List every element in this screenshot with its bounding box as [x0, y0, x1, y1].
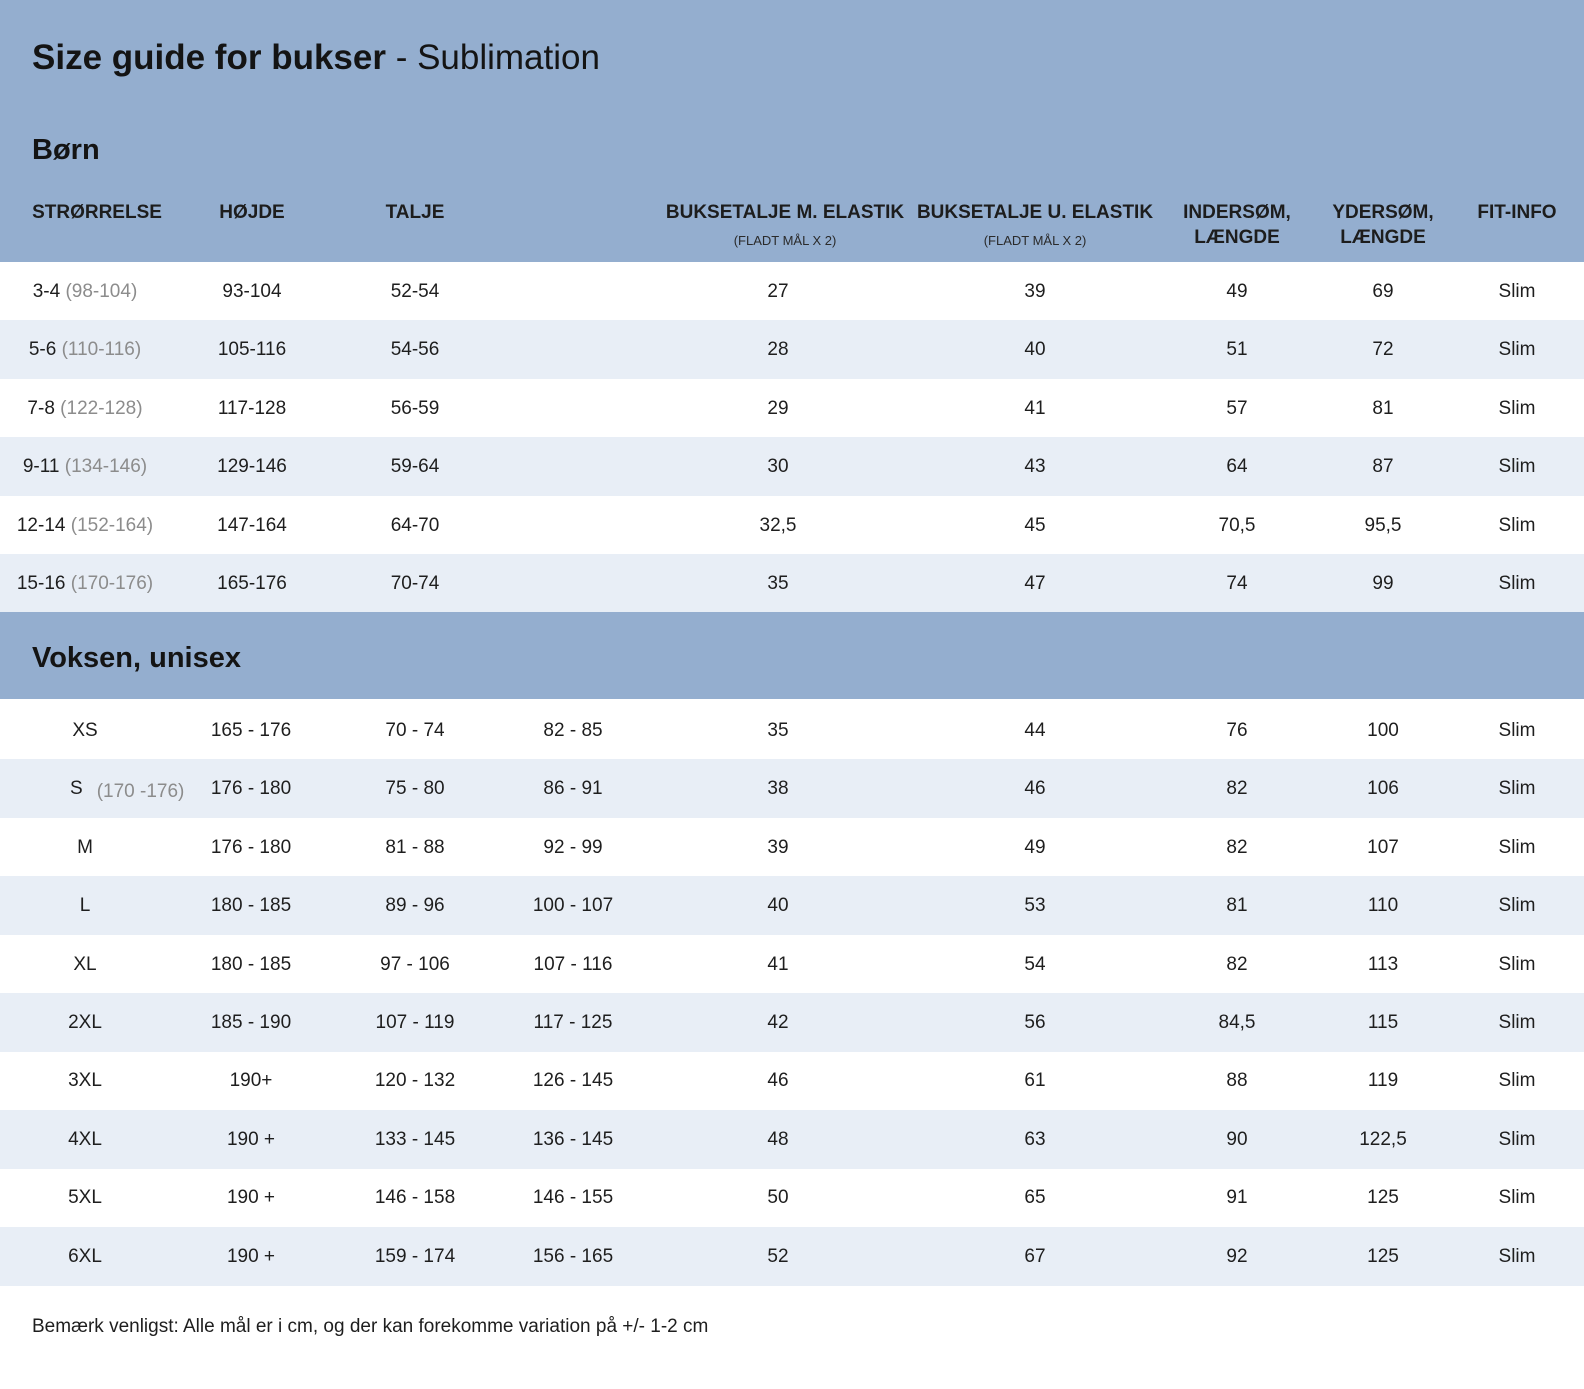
- waist-with-elastic-cell: 42: [767, 1012, 789, 1033]
- waist-cell: 159 - 174: [374, 1245, 456, 1267]
- height-cell: 93-104: [222, 281, 282, 302]
- waist-without-elastic-cell: 49: [1024, 836, 1046, 858]
- size-range: (110-116): [61, 339, 142, 361]
- table-row: [0, 993, 1584, 1052]
- waist-cell: 97 - 106: [380, 953, 450, 975]
- inseam-cell: 51: [1226, 339, 1248, 361]
- fit-cell: Slim: [1498, 836, 1536, 858]
- waist-cell: 56-59: [390, 397, 440, 419]
- fit-cell: Slim: [1498, 895, 1536, 917]
- table-row: [0, 1227, 1584, 1286]
- outseam-cell: 122,5: [1359, 1128, 1407, 1150]
- waist-cell: 59-64: [390, 456, 440, 478]
- outseam-cell: 110: [1367, 895, 1399, 917]
- waist-cell: 133 - 145: [374, 1128, 456, 1150]
- waist-without-elastic-cell: 56: [1024, 1012, 1046, 1033]
- height-cell: 190 +: [226, 1187, 276, 1209]
- waist-with-elastic-cell: 28: [767, 339, 789, 361]
- size-range: (122-128): [60, 397, 143, 419]
- waist-extra-cell: 136 - 145: [532, 1128, 614, 1150]
- waist-cell: 70 - 74: [385, 720, 445, 741]
- height-cell: 105-116: [217, 339, 287, 361]
- inseam-cell: 84,5: [1218, 1012, 1256, 1033]
- waist-cell: 107 - 119: [375, 1012, 455, 1033]
- inseam-cell: 57: [1226, 397, 1248, 419]
- size-label: S: [70, 778, 83, 800]
- waist-with-elastic-cell: 48: [767, 1128, 789, 1150]
- table-row: [0, 935, 1584, 994]
- outseam-cell: 100: [1367, 720, 1399, 741]
- size-cell: [0, 496, 170, 555]
- outseam-cell: 72: [1372, 339, 1394, 361]
- size-label: XS: [72, 720, 98, 741]
- table-row: [0, 437, 1584, 496]
- size-label: 5-6: [28, 339, 57, 361]
- fit-cell: Slim: [1498, 281, 1536, 302]
- table-row: [0, 1051, 1584, 1110]
- inseam-cell: 70,5: [1218, 514, 1256, 536]
- outseam-cell: 119: [1367, 1070, 1399, 1092]
- inseam-cell: 92: [1226, 1245, 1248, 1267]
- size-label: 12-14: [16, 514, 66, 536]
- column-header-inseam: INDERSØM, LÆNGDE: [1183, 202, 1291, 248]
- size-cell: [20, 1110, 150, 1169]
- waist-with-elastic-cell: 29: [767, 397, 789, 419]
- height-cell: 185 - 190: [210, 1012, 292, 1033]
- waist-extra-cell: 107 - 116: [533, 953, 613, 975]
- column-header-waist: TALJE: [385, 202, 445, 223]
- fit-cell: Slim: [1498, 1070, 1536, 1092]
- size-cell: [0, 262, 170, 321]
- section-title-children: Børn: [32, 134, 100, 166]
- column-header-waist-without-elastic: BUKSETALJE U. ELASTIK (FLADT MÅL X 2): [915, 200, 1155, 251]
- column-header-waist-with-elastic: BUKSETALJE M. ELASTIK (FLADT MÅL X 2): [652, 200, 918, 251]
- outseam-cell: 69: [1372, 281, 1394, 302]
- waist-extra-cell: 82 - 85: [543, 720, 603, 741]
- size-label: 15-16: [16, 573, 66, 594]
- waist-without-elastic-cell: 46: [1024, 778, 1046, 800]
- height-cell: 176 - 180: [210, 778, 292, 800]
- fit-cell: Slim: [1498, 1128, 1536, 1150]
- table-row: [0, 262, 1584, 321]
- height-cell: 190 +: [226, 1245, 276, 1267]
- size-cell: [20, 993, 150, 1052]
- column-header-outseam: YDERSØM, LÆNGDE: [1332, 202, 1434, 248]
- waist-without-elastic-cell: 65: [1024, 1187, 1046, 1209]
- waist-without-elastic-cell: 53: [1024, 895, 1046, 917]
- waist-cell: 70-74: [390, 573, 440, 594]
- inseam-cell: 82: [1226, 953, 1248, 975]
- column-header-note: (FLADT MÅL X 2): [983, 233, 1087, 248]
- outseam-cell: 113: [1367, 953, 1399, 975]
- outseam-cell: 95,5: [1364, 514, 1402, 536]
- size-cell: [0, 379, 170, 438]
- size-cell: [20, 1051, 150, 1110]
- waist-without-elastic-cell: 61: [1024, 1070, 1046, 1092]
- inseam-cell: 88: [1226, 1070, 1248, 1092]
- height-cell: 129-146: [217, 456, 287, 478]
- waist-cell: 89 - 96: [385, 895, 445, 917]
- column-header-size: STRØRRELSE: [32, 202, 162, 223]
- waist-extra-cell: 156 - 165: [532, 1245, 614, 1267]
- table-row: [0, 554, 1584, 613]
- waist-without-elastic-cell: 67: [1024, 1245, 1046, 1267]
- size-label: XL: [73, 953, 97, 975]
- height-cell: 180 - 185: [210, 895, 292, 917]
- waist-cell: 64-70: [390, 514, 440, 536]
- waist-without-elastic-cell: 40: [1024, 339, 1046, 361]
- table-row: [0, 320, 1584, 379]
- waist-without-elastic-cell: 44: [1024, 720, 1046, 741]
- size-range: (152-164): [70, 514, 154, 536]
- waist-with-elastic-cell: 30: [767, 456, 789, 478]
- size-label: 7-8: [27, 397, 55, 419]
- waist-without-elastic-cell: 47: [1024, 573, 1046, 594]
- size-cell: [20, 876, 150, 935]
- waist-cell: 120 - 132: [374, 1070, 456, 1092]
- inseam-cell: 64: [1226, 456, 1248, 478]
- inseam-cell: 90: [1226, 1128, 1248, 1150]
- height-cell: 165-176: [217, 573, 287, 594]
- size-cell: [0, 554, 170, 613]
- waist-cell: 54-56: [390, 339, 440, 361]
- size-cell: [20, 1227, 150, 1286]
- size-range: (170-176): [70, 573, 154, 594]
- waist-cell: 146 - 158: [374, 1187, 456, 1209]
- waist-without-elastic-cell: 45: [1024, 514, 1046, 536]
- waist-cell: 81 - 88: [385, 836, 445, 858]
- waist-extra-cell: 100 - 107: [532, 895, 614, 917]
- table-row: [0, 1168, 1584, 1227]
- fit-cell: Slim: [1498, 1245, 1536, 1267]
- outseam-cell: 125: [1367, 1245, 1399, 1267]
- section-title-adults: Voksen, unisex: [32, 642, 241, 674]
- waist-with-elastic-cell: 39: [767, 836, 789, 858]
- inseam-cell: 49: [1226, 281, 1248, 302]
- page-title: [32, 36, 600, 80]
- table-row: [0, 701, 1584, 760]
- size-cell: [20, 1168, 150, 1227]
- column-header-note: (FLADT MÅL X 2): [733, 233, 837, 248]
- waist-without-elastic-cell: 39: [1024, 281, 1046, 302]
- size-range: (98-104): [65, 281, 138, 302]
- waist-with-elastic-cell: 32,5: [759, 514, 797, 536]
- size-cell: [70, 759, 200, 818]
- height-cell: 180 - 185: [210, 953, 292, 975]
- waist-with-elastic-cell: 35: [767, 573, 789, 594]
- waist-extra-cell: 117 - 125: [533, 1012, 613, 1033]
- waist-cell: 75 - 80: [385, 778, 445, 800]
- fit-cell: Slim: [1498, 514, 1536, 536]
- waist-with-elastic-cell: 27: [767, 281, 789, 302]
- waist-extra-cell: 146 - 155: [532, 1187, 614, 1209]
- fit-cell: Slim: [1498, 778, 1536, 800]
- outseam-cell: 106: [1367, 778, 1399, 800]
- fit-cell: Slim: [1498, 720, 1536, 741]
- waist-cell: 52-54: [390, 281, 440, 302]
- outseam-cell: 87: [1372, 456, 1394, 478]
- size-cell: [0, 320, 170, 379]
- size-label: 4XL: [68, 1128, 102, 1150]
- table-row: [0, 496, 1584, 555]
- size-cell: [0, 437, 170, 496]
- table-row: [0, 876, 1584, 935]
- height-cell: 190 +: [226, 1128, 276, 1150]
- waist-with-elastic-cell: 52: [767, 1245, 789, 1267]
- column-header-fit-info: FIT-INFO: [1477, 202, 1557, 223]
- size-label: 2XL: [68, 1012, 102, 1033]
- size-label: 5XL: [68, 1187, 102, 1209]
- waist-without-elastic-cell: 41: [1024, 397, 1046, 419]
- outseam-cell: 99: [1372, 573, 1394, 594]
- height-cell: 147-164: [217, 514, 287, 536]
- size-label: 6XL: [68, 1245, 102, 1267]
- size-label: 9-11: [22, 456, 60, 478]
- waist-with-elastic-cell: 41: [767, 953, 789, 975]
- size-label: 3XL: [68, 1070, 102, 1092]
- page-title-subtitle: - Sublimation: [385, 38, 600, 77]
- size-label: M: [77, 836, 93, 858]
- waist-without-elastic-cell: 54: [1024, 953, 1046, 975]
- waist-without-elastic-cell: 43: [1024, 456, 1046, 478]
- waist-with-elastic-cell: 35: [767, 720, 789, 741]
- waist-with-elastic-cell: 38: [767, 778, 789, 800]
- inseam-cell: 91: [1226, 1187, 1248, 1209]
- table-row: [0, 1110, 1584, 1169]
- size-label: 3-4: [32, 281, 61, 302]
- waist-extra-cell: 126 - 145: [532, 1070, 614, 1092]
- size-cell: [20, 818, 150, 877]
- height-cell: 165 - 176: [210, 720, 292, 741]
- size-cell: [20, 701, 150, 760]
- table-row: [0, 379, 1584, 438]
- size-range: (170 -176): [96, 781, 185, 803]
- waist-extra-cell: 86 - 91: [543, 778, 603, 800]
- fit-cell: Slim: [1498, 339, 1536, 361]
- fit-cell: Slim: [1498, 456, 1536, 478]
- height-cell: 176 - 180: [210, 836, 292, 858]
- fit-cell: Slim: [1498, 573, 1536, 594]
- size-range: (134-146): [64, 456, 148, 478]
- outseam-cell: 81: [1372, 397, 1394, 419]
- waist-with-elastic-cell: 46: [767, 1070, 789, 1092]
- waist-with-elastic-cell: 40: [767, 895, 789, 917]
- size-label: L: [79, 895, 91, 917]
- inseam-cell: 81: [1226, 895, 1248, 917]
- inseam-cell: 82: [1226, 836, 1248, 858]
- waist-extra-cell: 92 - 99: [543, 836, 603, 858]
- size-cell: [20, 935, 150, 994]
- page-title-bold: Size guide for bukser: [32, 38, 386, 77]
- waist-without-elastic-cell: 63: [1024, 1128, 1046, 1150]
- fit-cell: Slim: [1498, 953, 1536, 975]
- table-row: [0, 818, 1584, 877]
- table-row: [0, 759, 1584, 818]
- outseam-cell: 125: [1367, 1187, 1399, 1209]
- height-cell: 117-128: [217, 397, 287, 419]
- footnote: Bemærk venligst: Alle mål er i cm, og der kan forekomme variation på +/- 1-2 cm: [32, 1316, 709, 1337]
- waist-with-elastic-cell: 50: [767, 1187, 789, 1209]
- outseam-cell: 107: [1367, 836, 1399, 858]
- fit-cell: Slim: [1498, 397, 1536, 419]
- inseam-cell: 76: [1226, 720, 1248, 741]
- outseam-cell: 115: [1367, 1012, 1399, 1033]
- inseam-cell: 82: [1226, 778, 1248, 800]
- height-cell: 190+: [229, 1070, 273, 1092]
- column-header-height: HØJDE: [219, 202, 285, 223]
- inseam-cell: 74: [1226, 573, 1248, 594]
- fit-cell: Slim: [1498, 1187, 1536, 1209]
- fit-cell: Slim: [1498, 1012, 1536, 1033]
